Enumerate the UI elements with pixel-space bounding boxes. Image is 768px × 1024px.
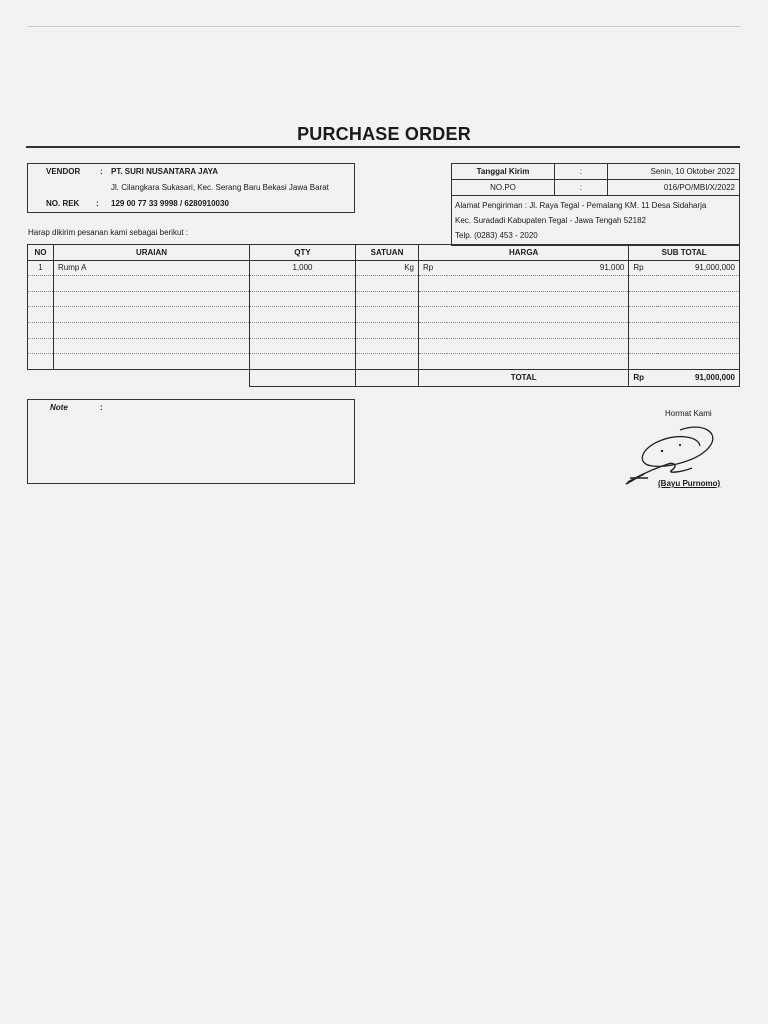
intro-text: Harap dikirim pesanan kami sebagai berikut : (28, 228, 189, 237)
total-currency: Rp (629, 369, 658, 386)
cell-harga: 91,000 (447, 260, 629, 276)
nopo-colon: : (555, 180, 608, 196)
table-row (28, 338, 740, 354)
vendor-colon: : (100, 167, 103, 176)
table-row (28, 322, 740, 338)
vendor-label: VENDOR (46, 167, 81, 176)
vendor-box (27, 163, 355, 213)
header-uraian: URAIAN (54, 245, 250, 261)
header-qty: QTY (250, 245, 356, 261)
cell-harga-currency: Rp (419, 260, 448, 276)
vendor-address: Jl. Cilangkara Sukasari, Kec. Serang Baru Bekasi Jawa Barat (111, 183, 329, 192)
shipping-info-table (451, 163, 740, 246)
note-colon: : (100, 403, 103, 412)
header-harga: HARGA (419, 245, 629, 261)
total-row (28, 369, 740, 386)
cell-no: 1 (28, 260, 54, 276)
tanggal-colon: : (555, 164, 608, 180)
table-row (28, 307, 740, 323)
rek-value: 129 00 77 33 9998 / 6280910030 (111, 199, 229, 208)
total-value: 91,000,000 (657, 369, 739, 386)
rek-colon: : (96, 199, 99, 208)
signature-name: (Bayu Purnomo) (658, 479, 721, 488)
page-title: PURCHASE ORDER (297, 124, 471, 144)
note-box (27, 399, 355, 484)
table-header-row (28, 245, 740, 261)
tanggal-label: Tanggal Kirim (452, 164, 555, 180)
cell-uraian: Rump A (54, 260, 250, 276)
top-rule (28, 26, 740, 27)
total-label: TOTAL (419, 369, 629, 386)
title-divider (26, 146, 740, 148)
cell-subtotal: 91,000,000 (657, 260, 739, 276)
cell-subtotal-currency: Rp (629, 260, 658, 276)
rek-label: NO. REK (46, 199, 80, 208)
shipping-phone: Telp. (0283) 453 - 2020 (455, 231, 538, 240)
table-row (28, 260, 740, 276)
header-subtotal: SUB TOTAL (629, 245, 740, 261)
note-label: Note (50, 403, 68, 412)
shipping-address-line2: Kec. Suradadi Kabupaten Tegal - Jawa Tengah 52182 (455, 216, 646, 225)
nopo-label: NO.PO (452, 180, 555, 196)
header-no: NO (28, 245, 54, 261)
signature-greeting: Hormat Kami (665, 409, 712, 418)
shipping-address-line1: Alamat Pengiriman : Jl. Raya Tegal - Pemalang KM. 11 Desa Sidaharja (455, 201, 707, 210)
header-satuan: SATUAN (356, 245, 419, 261)
nopo-value: 016/PO/MBI/X/2022 (608, 180, 740, 196)
table-row (28, 354, 740, 370)
vendor-name: PT. SURI NUSANTARA JAYA (111, 167, 218, 176)
shipping-address-cell (452, 196, 740, 246)
table-row (28, 276, 740, 292)
table-row (28, 291, 740, 307)
cell-qty: 1,000 (250, 260, 356, 276)
order-table (27, 244, 740, 387)
cell-satuan: Kg (356, 260, 419, 276)
tanggal-value: Senin, 10 Oktober 2022 (608, 164, 740, 180)
